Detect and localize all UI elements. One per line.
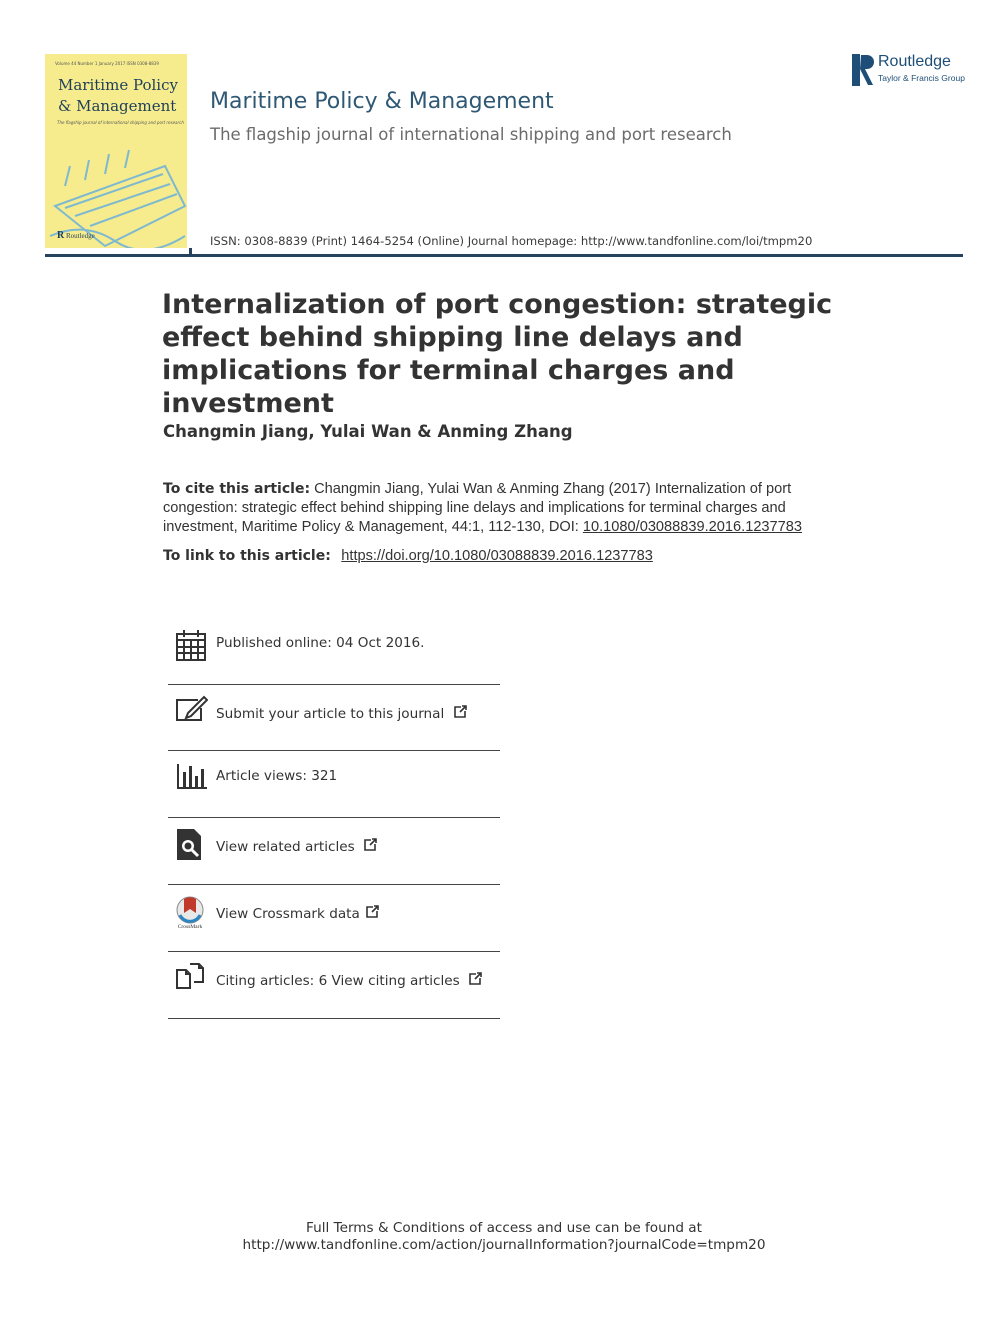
publisher-name: Routledge (878, 53, 951, 70)
crossmark-icon-label: CrossMark (177, 924, 203, 929)
article-authors: Changmin Jiang, Yulai Wan & Anming Zhang (163, 422, 573, 441)
search-document-icon (174, 828, 208, 862)
journal-title[interactable]: Maritime Policy & Management (210, 89, 554, 114)
published-text: Published online: 04 Oct 2016. (216, 635, 425, 651)
routledge-logo-icon (851, 53, 875, 87)
info-divider (168, 817, 500, 818)
journal-subtitle: The flagship journal of international shipping and port research (210, 125, 732, 144)
cover-title: Maritime Policy & Management (58, 76, 178, 115)
info-divider (168, 884, 500, 885)
article-title: Internalization of port congestion: strategic effect behind shipping line delays and implications for terminal charges and investment (162, 289, 833, 419)
external-link-icon (363, 838, 377, 852)
copy-documents-icon (174, 962, 208, 996)
footer-terms-url[interactable]: http://www.tandfonline.com/action/journalInformation?journalCode=tmpm20 (242, 1237, 766, 1253)
citing-articles-link[interactable]: Citing articles: 6 View citing articles (216, 972, 482, 989)
citation-block (163, 480, 863, 537)
cover-publisher: R Routledge (57, 230, 95, 241)
footer-line-1: Full Terms & Conditions of access and use can be found at (306, 1220, 702, 1236)
info-divider (168, 951, 500, 952)
article-doi-url[interactable]: https://doi.org/10.1080/03088839.2016.1237783 (341, 548, 653, 564)
related-articles-link[interactable]: View related articles (216, 838, 377, 855)
publisher-group: Taylor & Francis Group (878, 73, 965, 83)
citation-doi-link[interactable]: 10.1080/03088839.2016.1237783 (582, 519, 803, 535)
external-link-icon (468, 972, 482, 986)
footer-terms (150, 1220, 858, 1254)
crossmark-link[interactable]: View Crossmark data (216, 905, 379, 922)
external-link-icon (365, 905, 379, 919)
external-link-icon (453, 705, 467, 719)
crossmark-icon (174, 895, 208, 929)
info-divider (168, 684, 500, 685)
citation-text: Changmin Jiang, Yulai Wan & Anming Zhang (2017) Internalization of port congestion: strategic effect behind shipping line delays and implications for terminal charges and investment, Maritime Policy & Management, 44:1, 112-130, DOI: (163, 481, 792, 535)
info-divider (168, 1018, 500, 1019)
journal-cover (45, 54, 187, 248)
issn-line: ISSN: 0308-8839 (Print) 1464-5254 (Online) Journal homepage: http://www.tandfonline.com/loi/tmpm20 (210, 234, 813, 248)
link-label: To link to this article: (163, 548, 331, 564)
info-divider (168, 750, 500, 751)
cover-issue-line: Volume 44 Number 1 January 2017 ISSN 0308-8839 (55, 61, 159, 66)
article-link-row (163, 548, 653, 564)
edit-icon (174, 694, 208, 728)
article-views-text: Article views: 321 (216, 768, 338, 784)
header-divider (45, 254, 963, 257)
bar-chart-icon (174, 760, 208, 794)
header-divider-tick (189, 248, 192, 257)
cover-subtitle: The flagship journal of international shipping and port research (57, 120, 184, 125)
citation-label: To cite this article: (163, 481, 311, 497)
submit-article-link[interactable]: Submit your article to this journal (216, 705, 467, 722)
calendar-icon (174, 628, 208, 662)
